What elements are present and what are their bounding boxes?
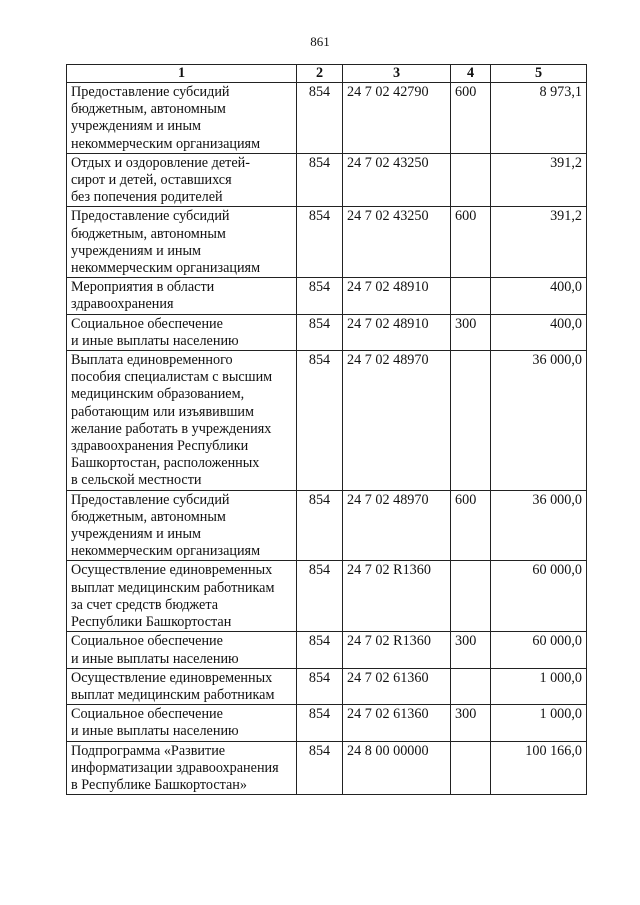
row-name-cell: Выплата единовременного пособия специалистам с высшим медицинским образованием, работающим или изъявившим желание работать в учреждениях здравоохранения Республики Башкортостан, расположенных в сельской местности <box>67 351 297 491</box>
row-amount-cell: 60 000,0 <box>491 632 587 668</box>
row-amount-cell: 400,0 <box>491 278 587 314</box>
row-type-cell <box>451 278 491 314</box>
row-code-cell: 24 7 02 R1360 <box>343 632 451 668</box>
row-amount-cell: 391,2 <box>491 153 587 207</box>
row-name-cell: Социальное обеспечение и иные выплаты населению <box>67 705 297 741</box>
row-ministry-cell: 854 <box>297 314 343 350</box>
row-name-cell: Мероприятия в области здравоохранения <box>67 278 297 314</box>
row-ministry-cell: 854 <box>297 632 343 668</box>
table-row <box>67 632 587 668</box>
table-row <box>67 490 587 561</box>
table-row <box>67 351 587 491</box>
row-type-cell: 300 <box>451 314 491 350</box>
row-name-cell: Предоставление субсидий бюджетным, автономным учреждениям и иным некоммерческим организациям <box>67 490 297 561</box>
row-ministry-cell: 854 <box>297 278 343 314</box>
row-amount-cell: 36 000,0 <box>491 351 587 491</box>
row-code-cell: 24 7 02 42790 <box>343 83 451 154</box>
row-amount-cell: 36 000,0 <box>491 490 587 561</box>
row-name-cell: Предоставление субсидий бюджетным, автономным учреждениям и иным некоммерческим организациям <box>67 83 297 154</box>
table-row <box>67 314 587 350</box>
row-code-cell: 24 7 02 61360 <box>343 668 451 704</box>
row-name-cell: Отдых и оздоровление детей- сирот и детей, оставшихся без попечения родителей <box>67 153 297 207</box>
row-ministry-cell: 854 <box>297 351 343 491</box>
row-ministry-cell: 854 <box>297 741 343 795</box>
row-name-cell: Осуществление единовременных выплат медицинским работникам <box>67 668 297 704</box>
row-type-cell: 600 <box>451 83 491 154</box>
row-name-cell: Социальное обеспечение и иные выплаты населению <box>67 632 297 668</box>
row-ministry-cell: 854 <box>297 705 343 741</box>
row-ministry-cell: 854 <box>297 561 343 632</box>
row-type-cell: 600 <box>451 207 491 278</box>
row-code-cell: 24 7 02 48970 <box>343 490 451 561</box>
column-header-amount: 5 <box>491 65 587 83</box>
row-amount-cell: 391,2 <box>491 207 587 278</box>
row-type-cell <box>451 668 491 704</box>
row-type-cell: 600 <box>451 490 491 561</box>
table-row <box>67 278 587 314</box>
row-ministry-cell: 854 <box>297 668 343 704</box>
row-name-cell: Осуществление единовременных выплат медицинским работникам за счет средств бюджета Республики Башкортостан <box>67 561 297 632</box>
column-header-code: 3 <box>343 65 451 83</box>
table-row <box>67 561 587 632</box>
table-row <box>67 83 587 154</box>
table-row <box>67 153 587 207</box>
row-name-cell: Социальное обеспечение и иные выплаты населению <box>67 314 297 350</box>
row-code-cell: 24 7 02 43250 <box>343 207 451 278</box>
table-row <box>67 668 587 704</box>
page-number: 861 <box>310 34 330 49</box>
row-name-cell: Подпрограмма «Развитие информатизации здравоохранения в Республике Башкортостан» <box>67 741 297 795</box>
column-header-ministry: 2 <box>297 65 343 83</box>
row-type-cell <box>451 351 491 491</box>
row-amount-cell: 60 000,0 <box>491 561 587 632</box>
row-amount-cell: 1 000,0 <box>491 668 587 704</box>
row-name-cell: Предоставление субсидий бюджетным, автономным учреждениям и иным некоммерческим организациям <box>67 207 297 278</box>
table-header-row <box>67 65 587 83</box>
row-type-cell <box>451 561 491 632</box>
row-code-cell: 24 7 02 61360 <box>343 705 451 741</box>
column-header-name: 1 <box>67 65 297 83</box>
row-type-cell <box>451 153 491 207</box>
row-amount-cell: 400,0 <box>491 314 587 350</box>
row-code-cell: 24 7 02 R1360 <box>343 561 451 632</box>
row-amount-cell: 8 973,1 <box>491 83 587 154</box>
table-row <box>67 207 587 278</box>
row-amount-cell: 1 000,0 <box>491 705 587 741</box>
row-type-cell: 300 <box>451 705 491 741</box>
table-row <box>67 741 587 795</box>
row-amount-cell: 100 166,0 <box>491 741 587 795</box>
row-ministry-cell: 854 <box>297 153 343 207</box>
row-ministry-cell: 854 <box>297 490 343 561</box>
row-code-cell: 24 7 02 43250 <box>343 153 451 207</box>
table-row <box>67 705 587 741</box>
row-code-cell: 24 7 02 48970 <box>343 351 451 491</box>
row-code-cell: 24 7 02 48910 <box>343 278 451 314</box>
column-header-type: 4 <box>451 65 491 83</box>
budget-table <box>66 64 587 795</box>
row-code-cell: 24 8 00 00000 <box>343 741 451 795</box>
row-ministry-cell: 854 <box>297 207 343 278</box>
row-ministry-cell: 854 <box>297 83 343 154</box>
row-type-cell <box>451 741 491 795</box>
row-type-cell: 300 <box>451 632 491 668</box>
row-code-cell: 24 7 02 48910 <box>343 314 451 350</box>
